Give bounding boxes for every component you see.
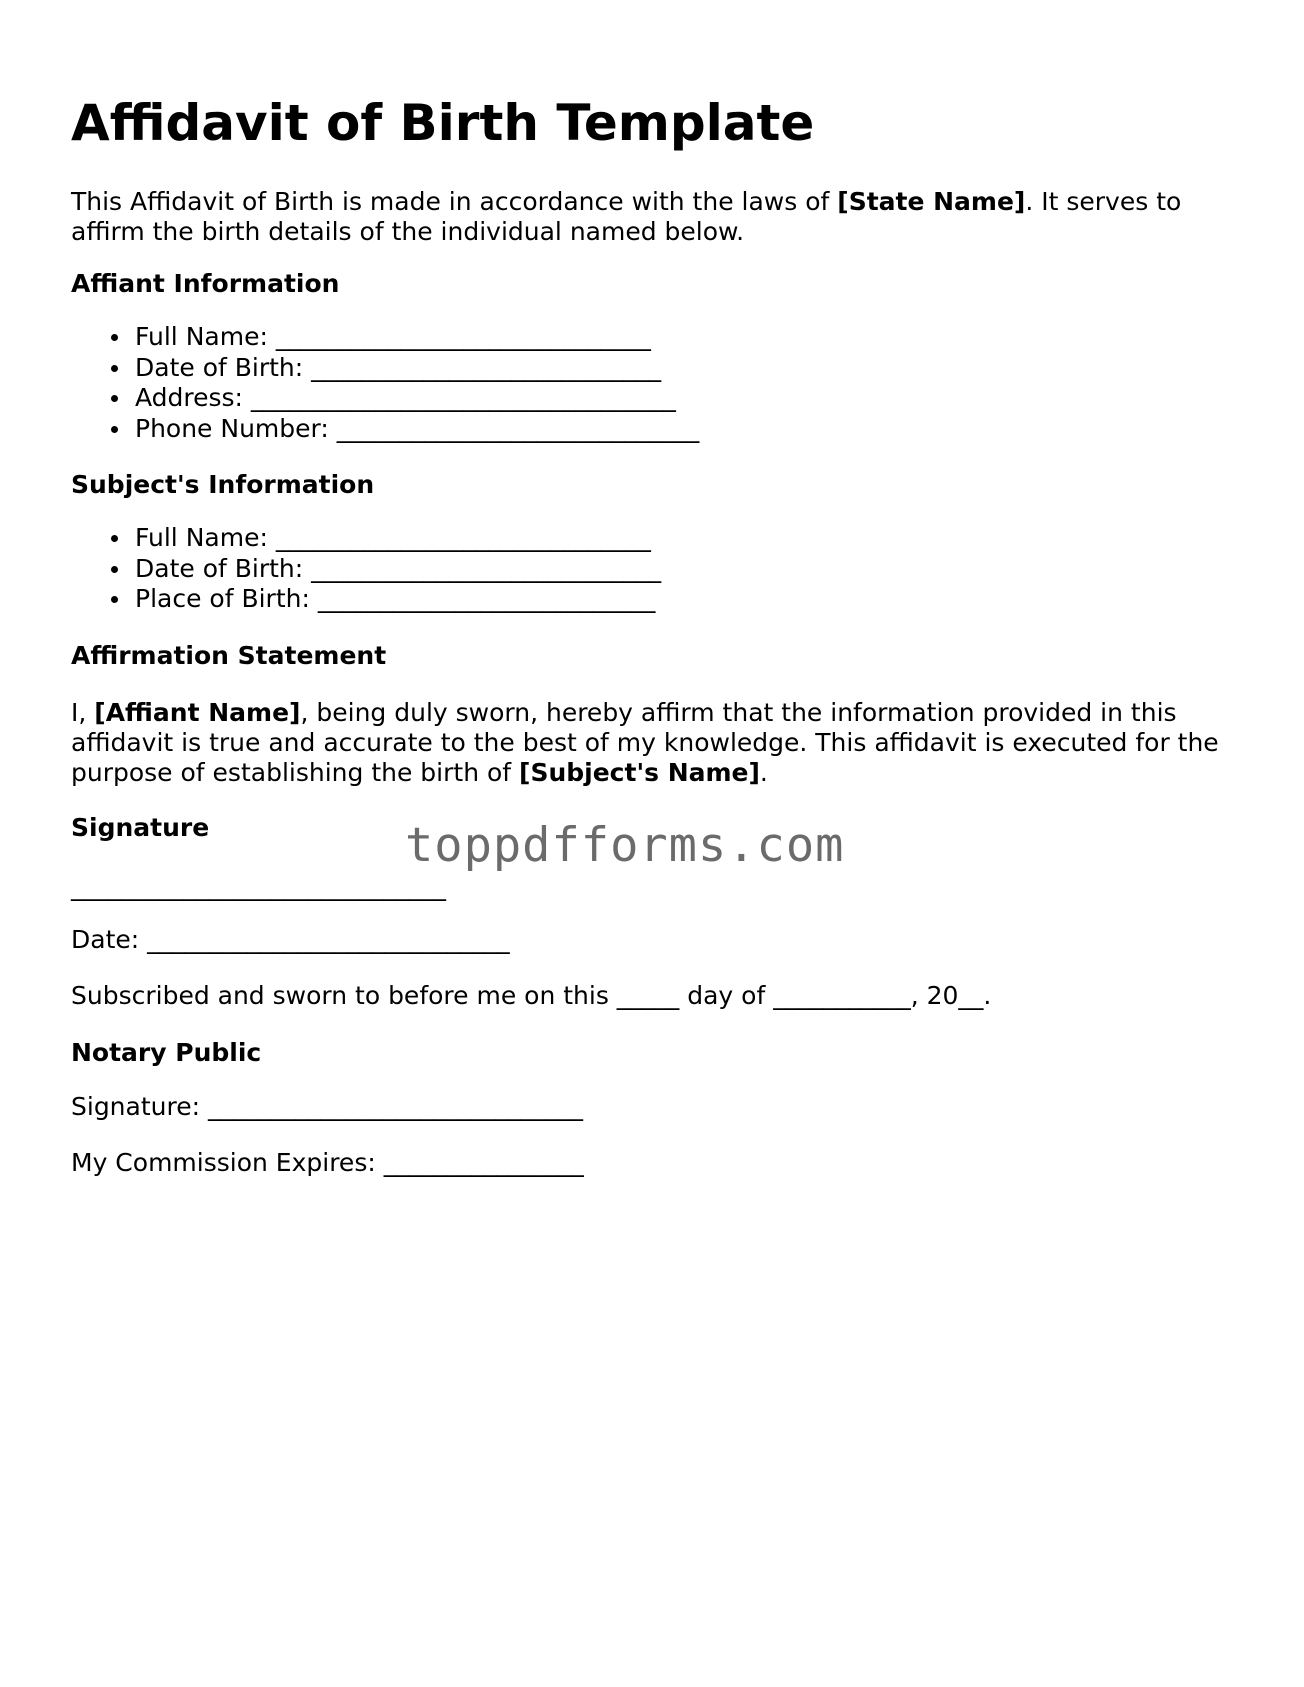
notary-signature-field[interactable]: Signature: ______________________________ — [71, 1092, 583, 1121]
affiant-phone-number-field[interactable]: Phone Number: _____________________________ — [135, 413, 700, 443]
subject-name-placeholder: [Subject's Name] — [519, 758, 760, 787]
affirmation-paragraph — [71, 698, 1221, 788]
affirmation-text-1: I, — [71, 698, 95, 727]
affiant-name-placeholder: [Affiant Name] — [94, 698, 301, 727]
affirmation-text-2: , being duly sworn, hereby affirm that the information provided in this affidavit is true and accurate to the best of my knowledge. This affidavit is executed for the purpose of establishing the birth of — [71, 698, 1219, 787]
subject-full-name-field[interactable]: Full Name: ______________________________ — [135, 523, 661, 554]
subject-date-of-birth-field[interactable]: Date of Birth: ____________________________ — [135, 553, 662, 583]
notary-public-heading: Notary Public — [71, 1038, 262, 1067]
state-name-placeholder: [State Name] — [837, 187, 1026, 216]
page-title: Affidavit of Birth Template — [71, 94, 815, 152]
watermark-text: toppdfforms.com — [405, 818, 845, 873]
subject-fields-list — [71, 523, 661, 615]
commission-expires-field[interactable]: My Commission Expires: ________________ — [71, 1148, 584, 1177]
sworn-statement-line[interactable]: Subscribed and sworn to before me on this _____ day of ___________, 20__. — [71, 981, 992, 1010]
affiant-full-name-field[interactable]: Full Name: ______________________________ — [135, 322, 699, 353]
intro-text-1: This Affidavit of Birth is made in accordance with the laws of — [71, 187, 838, 216]
signature-date-field[interactable]: Date: _____________________________ — [71, 925, 510, 954]
affirmation-heading: Affirmation Statement — [71, 641, 387, 670]
affiant-signature-line[interactable]: ______________________________ — [71, 872, 446, 901]
affiant-fields-list — [71, 322, 699, 444]
affiant-date-of-birth-field[interactable]: Date of Birth: ____________________________ — [135, 353, 699, 384]
intro-text-2: . It serves to affirm the birth details of the individual named below. — [71, 187, 1182, 246]
intro-paragraph — [71, 187, 1221, 247]
subject-info-heading: Subject's Information — [71, 470, 375, 499]
affiant-info-heading: Affiant Information — [71, 269, 340, 298]
subject-place-of-birth-field[interactable]: Place of Birth: ___________________________ — [135, 584, 661, 615]
signature-heading: Signature — [71, 813, 210, 842]
affiant-address-field[interactable]: Address: __________________________________ — [135, 383, 699, 414]
affirmation-text-3: . — [759, 758, 768, 787]
